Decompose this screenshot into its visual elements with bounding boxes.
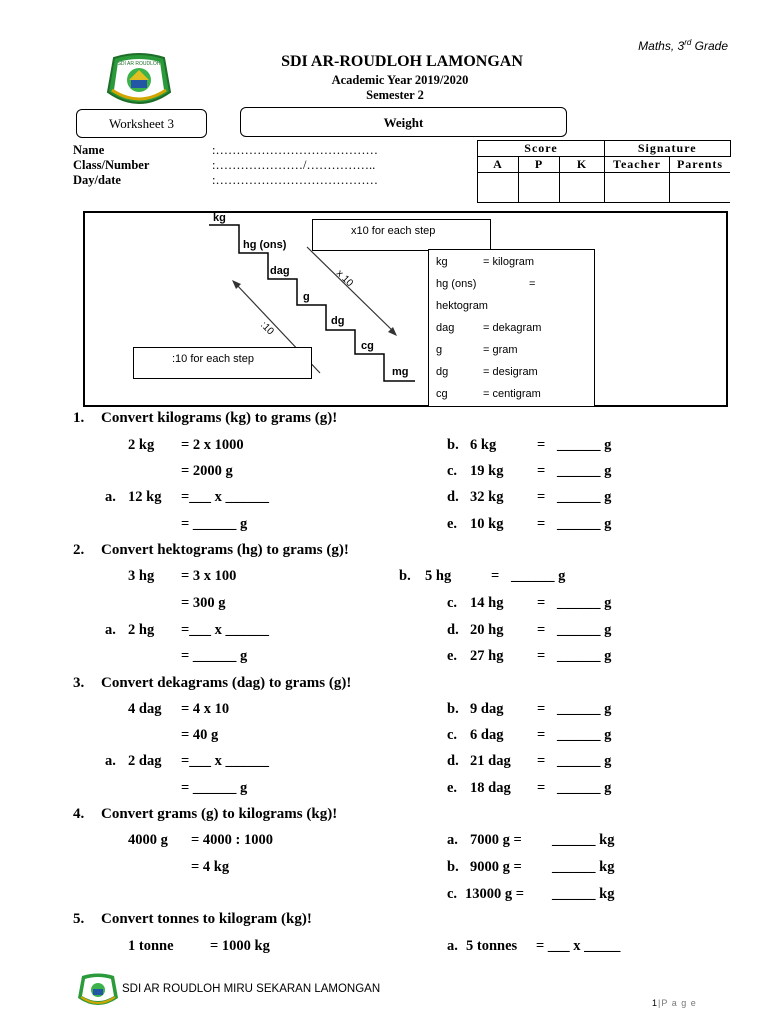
q4-item-answer[interactable]: ______ kg [552, 886, 615, 902]
q2a-step[interactable]: =___ x ______ [181, 622, 270, 638]
class-label: Class/Number [73, 158, 150, 172]
worksheet-label: Worksheet 3 [108, 116, 175, 131]
multiply-label-box [312, 219, 491, 251]
q4-example-value: 4000 g [128, 832, 168, 848]
step-cg: cg [361, 340, 374, 352]
worksheet-box [76, 109, 207, 138]
q4-item-label: b. [447, 859, 459, 875]
q1a-answer[interactable]: = ______ g [181, 516, 248, 532]
q1-example-value: 2 kg [128, 437, 155, 453]
q1-example-step: = 2 x 1000 [181, 437, 244, 453]
q2b-value: 5 hg [425, 568, 452, 584]
q2-item-label: e. [447, 648, 458, 664]
q3-example-result: = 40 g [181, 727, 219, 743]
parents-header: Parents [670, 157, 731, 173]
q4-item-value: 7000 g = [470, 832, 522, 848]
q1-item-eq: = [537, 489, 546, 505]
conversion-diagram [83, 211, 728, 407]
q1a-label: a. [105, 489, 116, 505]
q4-example-result: = 4 kg [191, 859, 230, 875]
arrow-down-label: x 10 [333, 267, 356, 290]
q2a-value: 2 hg [128, 622, 155, 638]
q4-item-value: 9000 g = [470, 859, 522, 875]
class-field[interactable]: :…………………/…………….. [212, 158, 376, 172]
q3-item-answer[interactable]: ______ g [557, 753, 612, 769]
svg-text:SDI AR ROUDLOH: SDI AR ROUDLOH [117, 61, 161, 67]
q4-item-label: c. [447, 886, 458, 902]
q2b-label: b. [399, 568, 411, 584]
q3-item-eq: = [537, 780, 546, 796]
score-a-header: A [478, 157, 519, 173]
legend-cg-def: = centigram [483, 388, 541, 400]
score-p-cell[interactable] [519, 173, 560, 203]
q1-item-label: e. [447, 516, 458, 532]
unit-legend [428, 249, 595, 407]
q3-example-step: = 4 x 10 [181, 701, 230, 717]
q4-title: Convert grams (g) to kilograms (kg)! [101, 806, 338, 822]
q3-item-value: 18 dag [470, 780, 511, 796]
q1-title: Convert kilograms (kg) to grams (g)! [101, 410, 338, 426]
q4-example-step: = 4000 : 1000 [191, 832, 273, 848]
score-p-header: P [519, 157, 560, 173]
name-field[interactable]: :………………………………… [212, 143, 378, 157]
day-label: Day/date [73, 173, 121, 187]
q1-example-result: = 2000 g [181, 463, 233, 479]
step-mg: mg [392, 366, 409, 378]
q4-item-answer[interactable]: ______ kg [552, 832, 615, 848]
multiply-label: x10 for each step [351, 225, 436, 237]
q1-item-answer[interactable]: ______ g [557, 437, 612, 453]
q1-item-eq: = [537, 516, 546, 532]
q5a-label: a. [447, 938, 458, 954]
footer-logo [76, 972, 120, 1008]
q2-item-value: 27 hg [470, 648, 504, 664]
q3-item-label: c. [447, 727, 458, 743]
arrow-up-label: :10 [258, 319, 276, 338]
q1-item-answer[interactable]: ______ g [557, 489, 612, 505]
topic-box [240, 107, 567, 137]
q1-item-answer[interactable]: ______ g [557, 463, 612, 479]
legend-dag: dag [436, 322, 455, 334]
legend-g: g [436, 344, 443, 356]
q3-item-answer[interactable]: ______ g [557, 780, 612, 796]
score-a-cell[interactable] [478, 173, 519, 203]
school-title: SDI AR-ROUDLOH LAMONGAN [281, 53, 523, 70]
teacher-sign-cell[interactable] [605, 173, 670, 203]
q4-number: 4. [73, 806, 85, 822]
q1-item-value: 19 kg [470, 463, 504, 479]
q3-item-value: 6 dag [470, 727, 504, 743]
q2-item-answer[interactable]: ______ g [557, 622, 612, 638]
q3-item-label: d. [447, 753, 459, 769]
step-dg: dg [331, 315, 345, 327]
legend-hg: hg (ons) [436, 278, 477, 290]
score-table [477, 140, 731, 203]
q3-number: 3. [73, 675, 85, 691]
q3-item-label: b. [447, 701, 459, 717]
q2a-label: a. [105, 622, 116, 638]
q5-example-result: = 1000 kg [210, 938, 270, 954]
name-label: Name [73, 143, 105, 157]
q3-example-value: 4 dag [128, 701, 162, 717]
teacher-header: Teacher [605, 157, 670, 173]
divide-label-box [133, 347, 312, 379]
q3-item-label: e. [447, 780, 458, 796]
q2-item-eq: = [537, 595, 546, 611]
q2-item-label: c. [447, 595, 458, 611]
topic-label: Weight [383, 115, 424, 130]
q1-item-value: 32 kg [470, 489, 504, 505]
q1-number: 1. [73, 410, 85, 426]
q2-example-step: = 3 x 100 [181, 568, 237, 584]
subject-grade: Maths, 3rd Grade [638, 38, 728, 53]
legend-dag-def: = dekagram [483, 322, 542, 334]
q2-item-label: d. [447, 622, 459, 638]
q1-item-eq: = [537, 463, 546, 479]
q5-number: 5. [73, 911, 85, 927]
q5-title: Convert tonnes to kilogram (kg)! [101, 911, 312, 927]
q3-item-eq: = [537, 753, 546, 769]
legend-cg: cg [436, 388, 448, 400]
q5a-value: 5 tonnes [466, 938, 518, 954]
q2-item-eq: = [537, 648, 546, 664]
q2-title: Convert hektograms (hg) to grams (g)! [101, 542, 349, 558]
day-field[interactable]: :………………………………… [212, 173, 378, 187]
q3a-value: 2 dag [128, 753, 162, 769]
legend-dg-def: = desigram [483, 366, 538, 378]
q3a-label: a. [105, 753, 116, 769]
step-g: g [303, 291, 310, 303]
q2-number: 2. [73, 542, 85, 558]
q2-item-value: 20 hg [470, 622, 504, 638]
q3-item-eq: = [537, 701, 546, 717]
q3-title: Convert dekagrams (dag) to grams (g)! [101, 675, 352, 691]
q1a-step[interactable]: =___ x ______ [181, 489, 270, 505]
q2-item-answer[interactable]: ______ g [557, 595, 612, 611]
q1-item-label: d. [447, 489, 459, 505]
q2b-eq: = [491, 568, 500, 584]
legend-dg: dg [436, 366, 449, 378]
q3-item-answer[interactable]: ______ g [557, 727, 612, 743]
step-kg: kg [213, 212, 226, 224]
score-k-cell[interactable] [560, 173, 605, 203]
q1a-value: 12 kg [128, 489, 162, 505]
footer-school: SDI AR ROUDLOH MIRU SEKARAN LAMONGAN [122, 983, 381, 995]
q2-example-value: 3 hg [128, 568, 155, 584]
legend-kg-def: = kilogram [483, 256, 535, 268]
q3-item-answer[interactable]: ______ g [557, 701, 612, 717]
q2a-answer[interactable]: = ______ g [181, 648, 248, 664]
score-k-header: K [560, 157, 605, 173]
q4-item-answer[interactable]: ______ kg [552, 859, 615, 875]
q2-example-result: = 300 g [181, 595, 226, 611]
legend-hg-eq: = [529, 278, 536, 290]
legend-g-def: = gram [483, 344, 518, 356]
score-header: Score [478, 141, 605, 157]
signature-header: Signature [605, 141, 731, 157]
q1-item-value: 6 kg [470, 437, 497, 453]
q2b-answer[interactable]: ______ g [511, 568, 566, 584]
q3-item-value: 21 dag [470, 753, 511, 769]
step-hg: hg (ons) [243, 239, 287, 251]
q5a-answer[interactable]: = ___ x _____ [536, 938, 621, 954]
step-dag: dag [270, 265, 290, 277]
q3a-answer[interactable]: = ______ g [181, 780, 248, 796]
q3a-step[interactable]: =___ x ______ [181, 753, 270, 769]
legend-kg: kg [436, 256, 448, 268]
q2-item-eq: = [537, 622, 546, 638]
parents-sign-cell[interactable] [670, 173, 731, 203]
q4-item-value: 13000 g = [465, 886, 525, 902]
q1-item-value: 10 kg [470, 516, 504, 532]
q5-example-value: 1 tonne [128, 938, 174, 954]
q4-item-label: a. [447, 832, 458, 848]
q1-item-answer[interactable]: ______ g [557, 516, 612, 532]
academic-year: Academic Year 2019/2020 [331, 73, 469, 87]
semester: Semester 2 [366, 88, 424, 102]
divide-label: :10 for each step [172, 353, 254, 365]
q1-item-label: b. [447, 437, 459, 453]
page-number: 1|P a g e [652, 998, 697, 1008]
q1-item-eq: = [537, 437, 546, 453]
legend-hg-def: hektogram [436, 300, 488, 312]
q2-item-answer[interactable]: ______ g [557, 648, 612, 664]
q2-item-value: 14 hg [470, 595, 504, 611]
q3-item-eq: = [537, 727, 546, 743]
q1-item-label: c. [447, 463, 458, 479]
q3-item-value: 9 dag [470, 701, 504, 717]
